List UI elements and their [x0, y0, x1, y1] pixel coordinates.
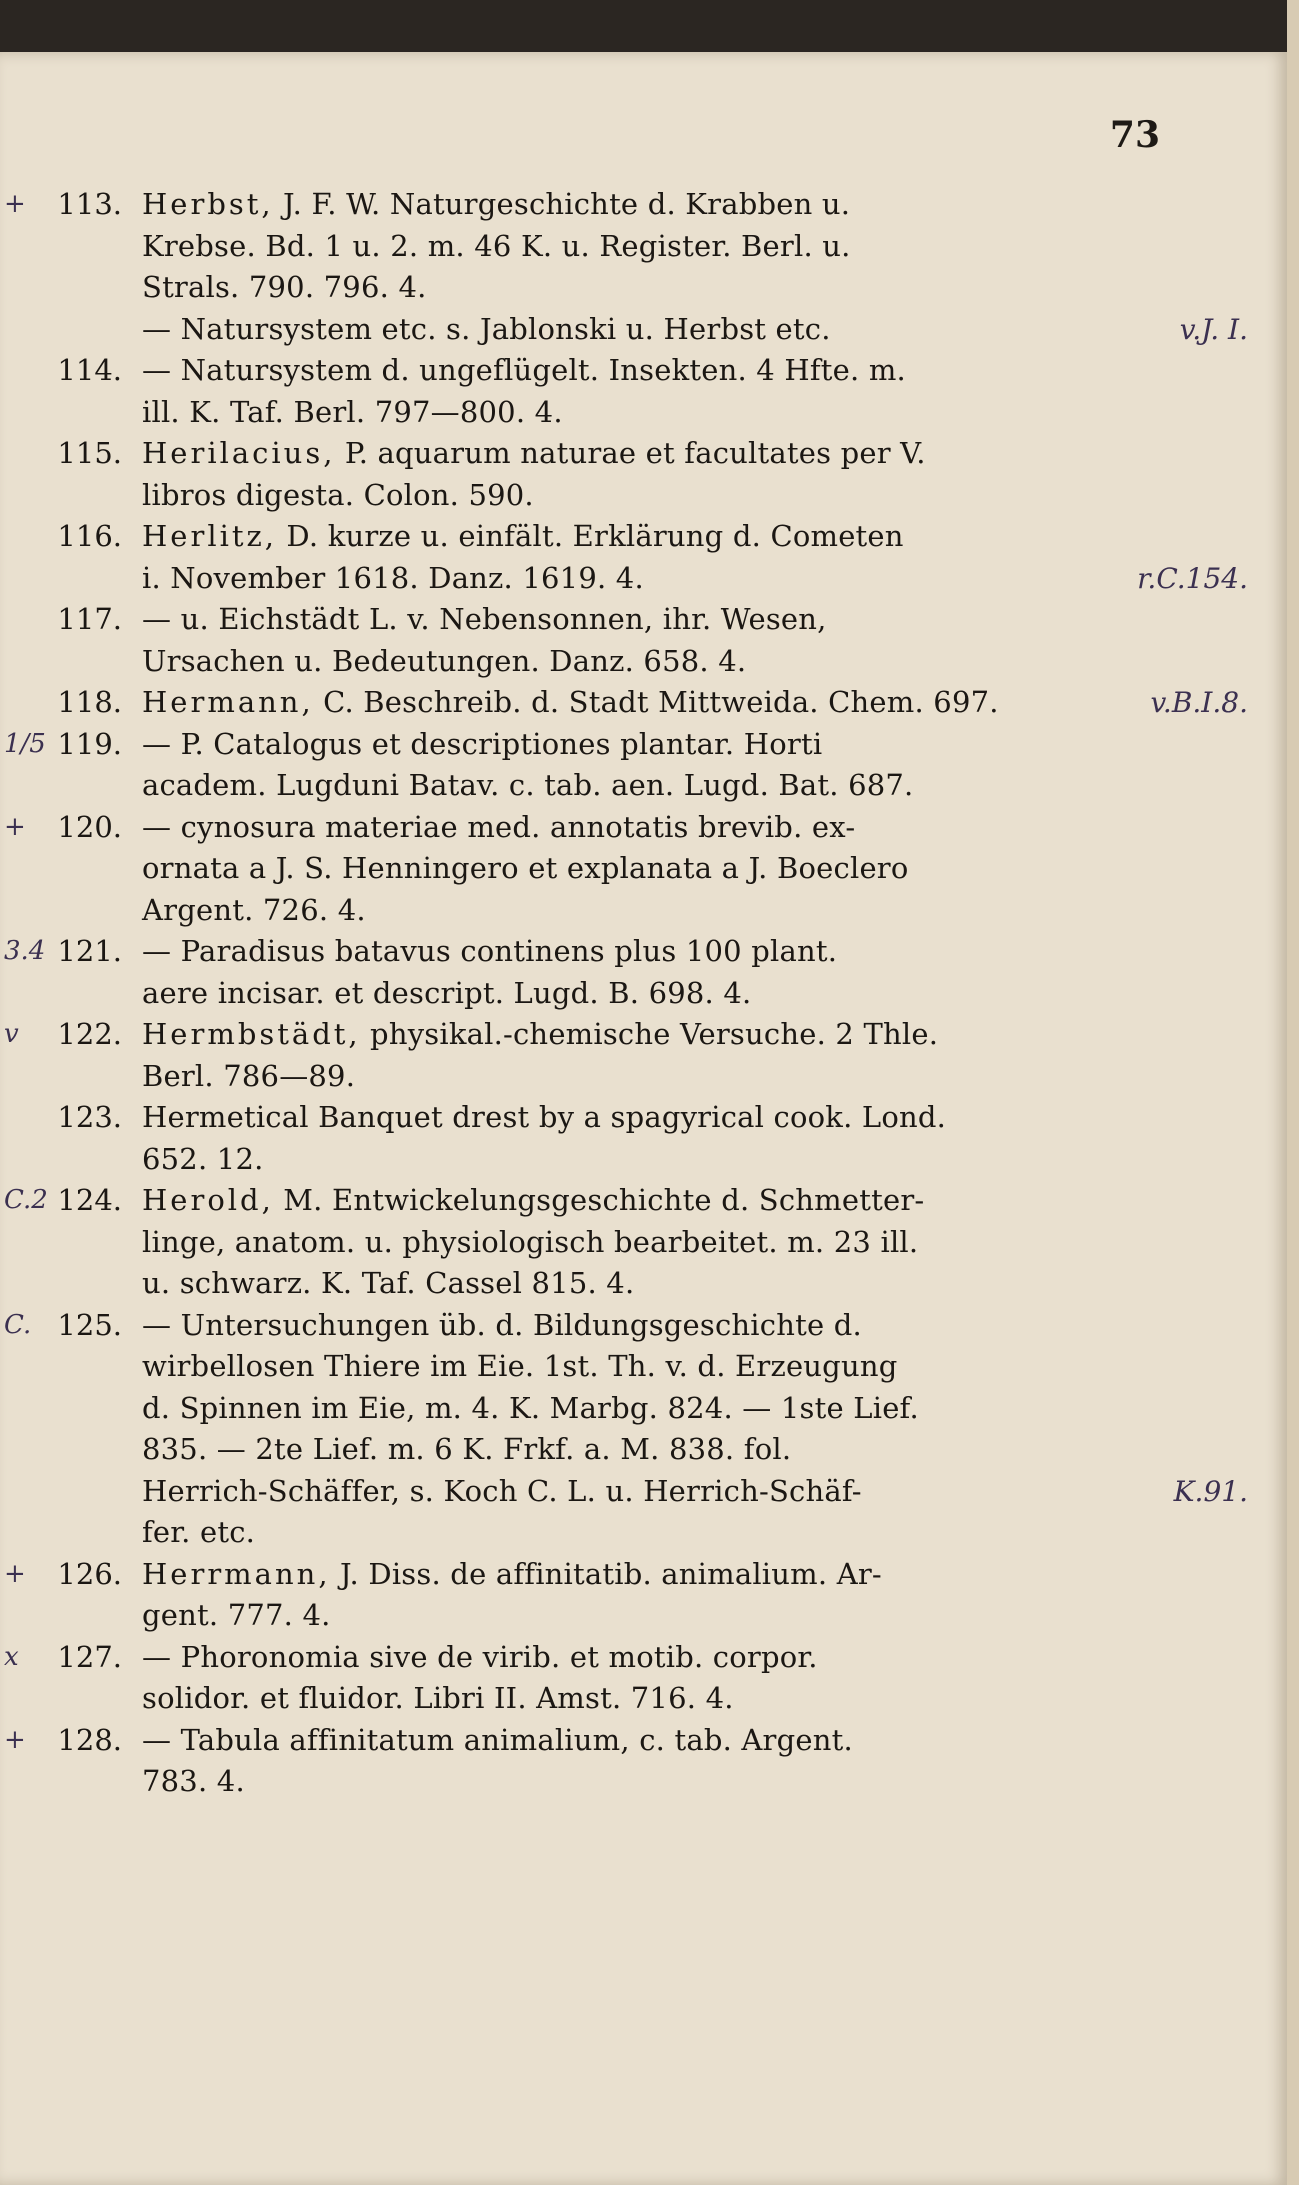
entry-line — [0, 1097, 1288, 1139]
entry-text: J. F. W. Naturgeschichte d. Krabben u. — [273, 187, 851, 221]
entry-text: — Phoronomia sive de virib. et motib. corpor. — [142, 1639, 818, 1674]
entry-number: 122. — [57, 1017, 122, 1051]
entry-line — [0, 226, 1288, 268]
entry-text: i. November 1618. Danz. 1619. 4. — [142, 560, 644, 595]
entry-line — [0, 1222, 1288, 1264]
entry-line — [0, 475, 1288, 517]
catalog-entry — [0, 516, 1288, 599]
entry-text: — cynosura materiae med. annotatis brevib. ex- — [142, 809, 856, 844]
entry-text: libros digesta. Colon. 590. — [142, 477, 534, 512]
entry-line — [0, 682, 1288, 724]
catalog-entry — [0, 184, 1288, 350]
catalog-entry — [0, 1720, 1288, 1803]
entry-text: 783. 4. — [142, 1764, 245, 1798]
entry-number: 117. — [57, 602, 122, 636]
margin-mark: 1/5 — [4, 728, 46, 759]
entry-text: ill. K. Taf. Berl. 797—800. 4. — [142, 394, 563, 429]
entry-text: aere incisar. et descript. Lugd. B. 698. 4. — [142, 975, 752, 1010]
entry-text: academ. Lugduni Batav. c. tab. aen. Lugd. Bat. 687. — [142, 768, 914, 802]
entry-line — [0, 724, 1288, 766]
entry-line — [0, 765, 1288, 807]
catalog-entry — [0, 1014, 1288, 1097]
margin-mark: 3.4 — [4, 936, 46, 966]
catalog-entry — [0, 350, 1288, 433]
entry-number: 116. — [57, 519, 122, 553]
entry-text: Krebse. Bd. 1 u. 2. m. 46 K. u. Register. Berl. u. — [142, 228, 851, 263]
entry-text: D. kurze u. einfält. Erklärung d. Cometen — [277, 519, 904, 553]
page-edge — [1287, 0, 1299, 2185]
entry-text: ornata a J. S. Henningero et explanata a J. Boeclero — [142, 851, 909, 885]
entry-line — [0, 1305, 1288, 1347]
entry-number: 119. — [57, 726, 122, 761]
entry-text: — u. Eichstädt L. v. Nebensonnen, ihr. Wesen, — [142, 602, 827, 636]
catalog-entry — [0, 1637, 1288, 1720]
author-name: Herold, — [142, 1183, 274, 1217]
entry-number: 113. — [57, 187, 122, 221]
entry-line — [0, 1056, 1288, 1098]
entry-line — [0, 1637, 1288, 1679]
entry-line — [0, 931, 1288, 973]
entry-number: 114. — [57, 353, 122, 387]
handwritten-annotation: r.C.154. — [1137, 561, 1248, 595]
entry-text: Strals. 790. 796. 4. — [142, 270, 427, 304]
entry-line — [0, 350, 1288, 392]
author-name: Herlitz, — [142, 519, 278, 553]
entry-text: Argent. 726. 4. — [142, 892, 366, 927]
entry-line — [0, 184, 1288, 226]
entry-text: linge, anatom. u. physiologisch bearbeitet. m. 23 ill. — [142, 1224, 919, 1259]
entry-line — [0, 392, 1288, 434]
catalog-entry — [0, 1180, 1288, 1305]
margin-mark: C. — [4, 1309, 32, 1340]
entry-text: — Natursystem d. ungeflügelt. Insekten. 4 Hfte. m. — [142, 353, 906, 387]
entry-text: C. Beschreib. d. Stadt Mittweida. Chem. 697. — [313, 685, 999, 719]
catalog-entry — [0, 682, 1288, 724]
margin-mark: + — [4, 189, 26, 219]
entry-line — [0, 516, 1288, 558]
handwritten-annotation: v.B.I.8. — [1150, 686, 1248, 719]
entry-number: 126. — [57, 1556, 122, 1591]
handwritten-annotation: K.91. — [1173, 1474, 1248, 1508]
entry-number: 123. — [57, 1100, 122, 1134]
book-page — [0, 52, 1288, 2185]
entry-text: fer. etc. — [142, 1515, 256, 1549]
catalog-entry — [0, 599, 1288, 682]
entry-line — [0, 1720, 1288, 1762]
entry-text: d. Spinnen im Eie, m. 4. K. Marbg. 824. — 1ste Lief. — [142, 1390, 919, 1425]
catalog-entries — [0, 184, 1288, 1803]
entry-line — [0, 641, 1288, 683]
entry-text: — Untersuchungen üb. d. Bildungsgeschichte d. — [142, 1307, 862, 1342]
margin-mark: v — [4, 1019, 19, 1049]
entry-line — [0, 1761, 1288, 1803]
entry-text: u. schwarz. K. Taf. Cassel 815. 4. — [142, 1266, 635, 1300]
entry-number: 121. — [57, 934, 122, 968]
catalog-entry — [0, 724, 1288, 807]
entry-line — [0, 558, 1288, 600]
author-name: Hermbstädt, — [142, 1017, 361, 1051]
entry-line — [0, 1595, 1288, 1637]
author-name: Hermann, — [142, 685, 314, 719]
entry-line — [0, 807, 1288, 849]
catalog-entry — [0, 1097, 1288, 1180]
entry-line — [0, 267, 1288, 309]
entry-text: wirbellosen Thiere im Eie. 1st. Th. v. d. Erzeugung — [142, 1349, 898, 1383]
entry-line — [0, 1678, 1288, 1720]
entry-text: J. Diss. de affinitatib. animalium. Ar- — [330, 1556, 882, 1591]
author-name: Herbst, — [142, 187, 274, 221]
entry-text: solidor. et fluidor. Libri II. Amst. 716. 4. — [142, 1681, 734, 1715]
page-number: 73 — [1109, 114, 1160, 156]
entry-text: 835. — 2te Lief. m. 6 K. Frkf. a. M. 838. fol. — [142, 1432, 792, 1466]
entry-line — [0, 599, 1288, 641]
entry-text: physikal.-chemische Versuche. 2 Thle. — [360, 1017, 939, 1051]
entry-line — [0, 973, 1288, 1015]
entry-line — [0, 1554, 1288, 1596]
catalog-entry — [0, 807, 1288, 932]
entry-text: M. Entwickelungsgeschichte d. Schmetter- — [273, 1183, 925, 1217]
entry-text: — Natursystem etc. s. Jablonski u. Herbst etc. — [142, 311, 831, 346]
author-name: Herilacius, — [142, 436, 336, 470]
entry-line — [0, 1139, 1288, 1181]
entry-text: — Tabula affinitatum animalium, c. tab. Argent. — [142, 1722, 853, 1757]
entry-number: 125. — [57, 1307, 122, 1342]
entry-line — [0, 309, 1288, 351]
entry-line — [0, 1263, 1288, 1305]
entry-line — [0, 1471, 1288, 1513]
entry-line — [0, 848, 1288, 890]
entry-number: 127. — [57, 1639, 122, 1674]
entry-line — [0, 1180, 1288, 1222]
catalog-entry — [0, 931, 1288, 1014]
entry-line — [0, 1346, 1288, 1388]
entry-text: 652. 12. — [142, 1141, 264, 1176]
entry-number: 124. — [57, 1183, 122, 1217]
entry-number: 120. — [57, 809, 122, 844]
entry-line — [0, 1512, 1288, 1554]
entry-line — [0, 1388, 1288, 1430]
entry-text: gent. 777. 4. — [142, 1598, 331, 1632]
catalog-entry — [0, 1554, 1288, 1637]
catalog-entry — [0, 433, 1288, 516]
author-name: Herrmann, — [142, 1556, 331, 1591]
margin-mark: x — [4, 1641, 19, 1672]
entry-text: Herrich-Schäffer, s. Koch C. L. u. Herrich-Schäf- — [142, 1473, 862, 1508]
entry-number: 118. — [57, 685, 122, 719]
entry-number: 115. — [57, 436, 122, 470]
margin-mark: C.2 — [4, 1185, 48, 1215]
margin-mark: + — [4, 811, 26, 842]
entry-line — [0, 1014, 1288, 1056]
handwritten-annotation: v.J. I. — [1179, 312, 1248, 346]
entry-text: Hermetical Banquet drest by a spagyrical cook. Lond. — [142, 1100, 947, 1134]
margin-mark: + — [4, 1724, 26, 1755]
entry-number: 128. — [57, 1722, 122, 1757]
entry-line — [0, 1429, 1288, 1471]
margin-mark: + — [4, 1558, 26, 1589]
entry-text: P. aquarum naturae et facultates per V. — [335, 436, 926, 470]
entry-line — [0, 890, 1288, 932]
entry-text: Berl. 786—89. — [142, 1058, 356, 1093]
entry-line — [0, 433, 1288, 475]
catalog-entry — [0, 1305, 1288, 1554]
entry-text: — P. Catalogus et descriptiones plantar. Horti — [142, 726, 823, 761]
entry-text: — Paradisus batavus continens plus 100 plant. — [142, 934, 838, 968]
entry-text: Ursachen u. Bedeutungen. Danz. 658. 4. — [142, 643, 747, 678]
